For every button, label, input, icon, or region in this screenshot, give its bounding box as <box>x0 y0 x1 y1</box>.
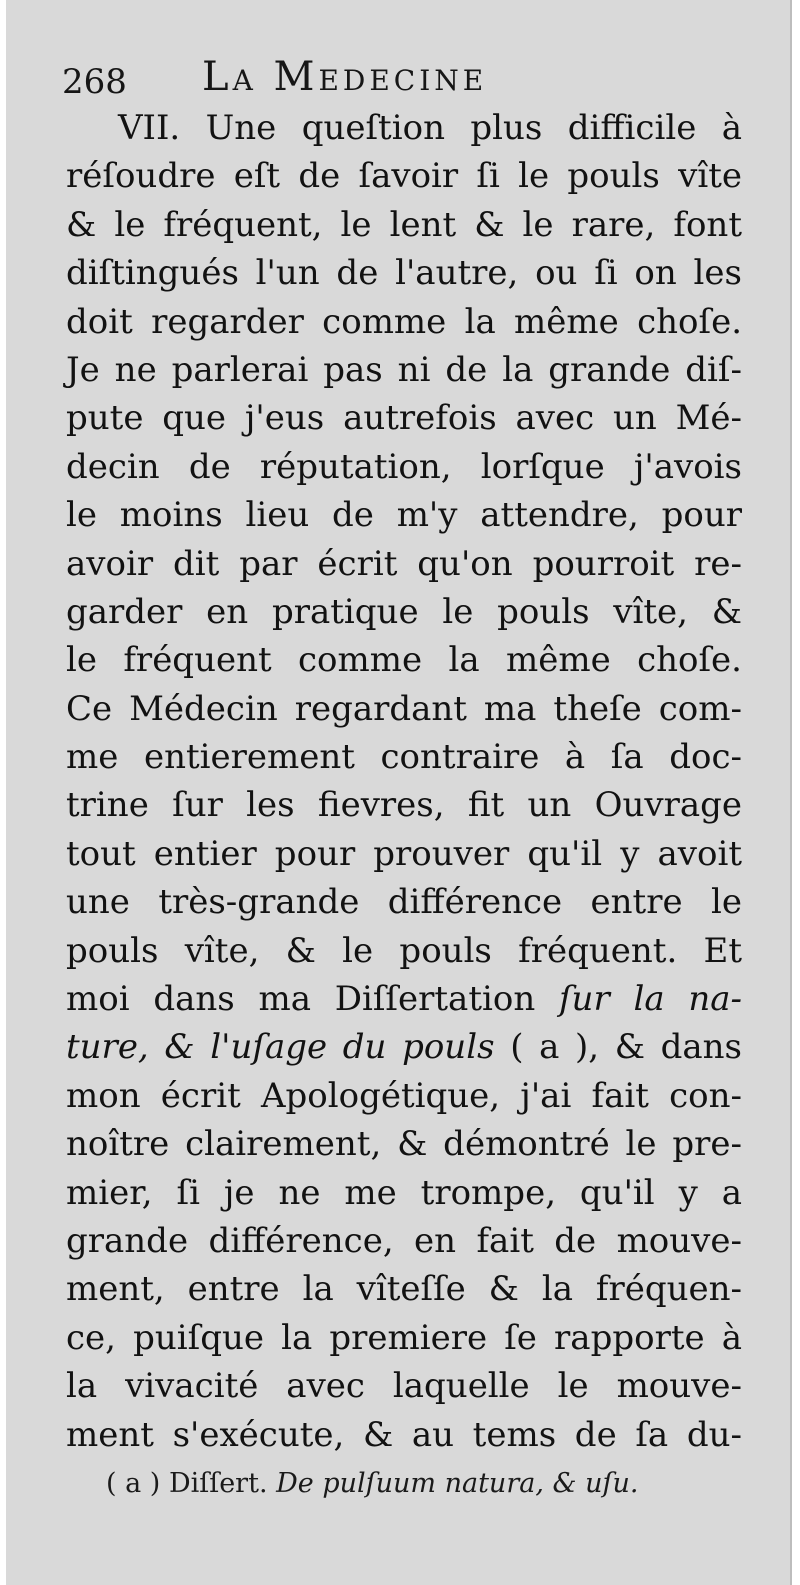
italic-title: ſur la na- <box>558 979 742 1020</box>
book-page <box>6 0 792 1585</box>
text-line-mixed <box>66 975 742 1023</box>
text-segment: , & dans <box>588 1027 742 1068</box>
italic-title: ture, & l'uſage du pouls <box>66 1027 495 1068</box>
text-line: le moins lieu de m'y attendre, pour <box>66 495 742 536</box>
text-line: garder en pratique le pouls vîte, & <box>66 591 742 632</box>
page-header <box>62 54 762 104</box>
text-line: doit regarder comme la même choſe. <box>66 301 742 342</box>
page-number: 268 <box>62 62 127 102</box>
text-line: ment s'exécute, & au tems de ſa du- <box>66 1414 742 1455</box>
footnote-title: De pulſuum natura, & uſu. <box>276 1468 639 1499</box>
text-line: VII. Une queſtion plus difficile à <box>118 108 742 148</box>
footnote-abbrev: Diſſert. <box>168 1468 268 1499</box>
text-line: Je ne parlerai pas ni de la grande diſ- <box>66 349 742 390</box>
text-line: mon écrit Apologétique, j'ai fait con- <box>66 1075 742 1116</box>
text-line: & le fréquent, le lent & le rare, font <box>66 204 742 245</box>
footnote <box>106 1468 706 1499</box>
text-line: pute que j'eus autrefois avec un Mé- <box>66 398 742 439</box>
text-line: avoir dit par écrit qu'on pourroit re- <box>66 543 742 584</box>
text-line-mixed <box>66 1023 742 1071</box>
running-title: La Medecine <box>202 54 488 100</box>
text-line: ce, puiſque la premiere ſe rapporte à <box>66 1317 742 1358</box>
body-text <box>66 104 742 1459</box>
text-line: le fréquent comme la même choſe. <box>66 640 742 681</box>
text-line: grande différence, en fait de mouve- <box>66 1220 742 1261</box>
footnote-marker: ( a ) <box>106 1468 161 1499</box>
text-line: une très-grande différence entre le <box>66 882 742 923</box>
text-line: Ce Médecin regardant ma theſe com- <box>66 688 742 729</box>
text-line: diſtingués l'un de l'autre, ou ſi on les <box>66 253 742 294</box>
text-segment: moi dans ma Diſſertation <box>66 979 536 1020</box>
footnote-reference: ( a ) <box>510 1027 589 1068</box>
text-line: la vivacité avec laquelle le mouve- <box>66 1366 742 1407</box>
text-line: pouls vîte, & le pouls fréquent. Et <box>66 930 742 971</box>
text-line: réſoudre eſt de ſavoir ſi le pouls vîte <box>66 156 742 197</box>
text-line: noître clairement, & démontré le pre- <box>66 1124 742 1165</box>
text-line: ment, entre la vîteſſe & la fréquen- <box>66 1269 742 1310</box>
text-line: decin de réputation, lorſque j'avois <box>66 446 742 487</box>
text-line: trine ſur les fievres, fit un Ouvrage <box>66 785 742 826</box>
text-line: me entierement contraire à ſa doc- <box>66 737 742 778</box>
text-line: mier, ſi je ne me trompe, qu'il y a <box>66 1172 742 1213</box>
text-line: tout entier pour prouver qu'il y avoit <box>66 833 742 874</box>
